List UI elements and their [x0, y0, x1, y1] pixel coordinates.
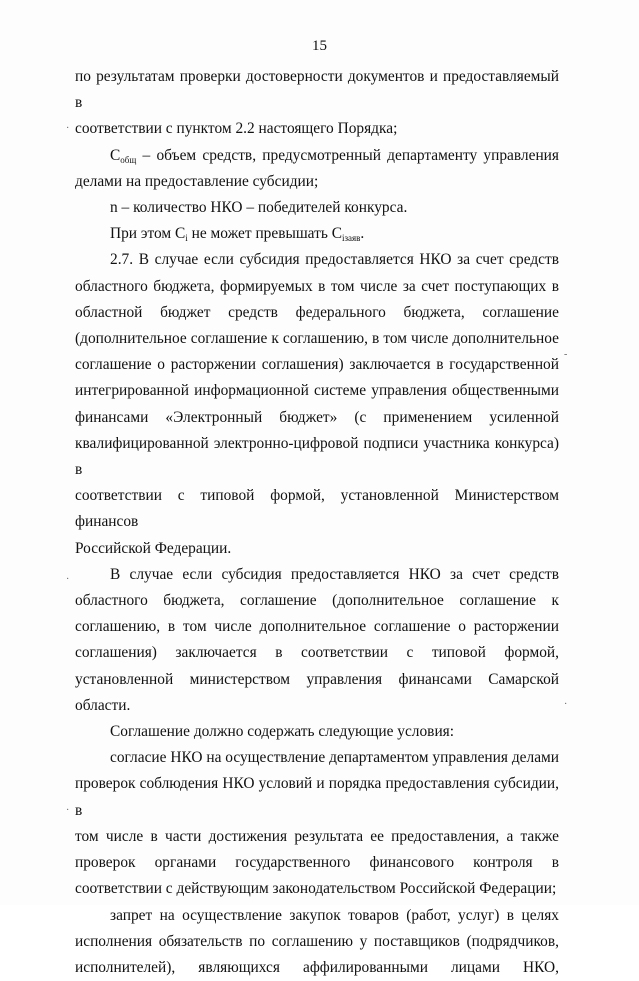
text-line: (дополнительное соглашение к соглашению, в том числе дополнительное — [75, 330, 559, 348]
page-number: 15 — [312, 38, 327, 54]
text-line: проверок органами государственного финансового контроля в — [75, 854, 559, 872]
margin-mark: · — [66, 805, 70, 816]
text-line: соответствии с действующим законодательством Российской Федерации; — [75, 880, 557, 898]
text-fragment: – объем средств, предусмотренный департаменту управления — [136, 146, 559, 164]
formula-subscript: iзаяв — [341, 233, 361, 244]
text-line: соглашения) заключается в соответствии с типовой формой, — [75, 644, 559, 662]
text-line: соответствии с типовой формой, установленной Министерством финансов — [75, 487, 559, 531]
text-line: по результатам проверки достоверности документов и предоставляемый в — [75, 68, 559, 112]
document-body — [75, 64, 559, 981]
text-line: исполнения обязательств по соглашению у поставщиков (подрядчиков, — [75, 932, 559, 950]
text-line: соглашение о расторжении соглашения) заключается в государственной — [75, 356, 559, 374]
text-line: 2.7. В случае если субсидия предоставляется НКО за счет средств — [110, 251, 559, 269]
text-line: В случае если субсидия предоставляется НКО за счет средств — [110, 565, 559, 583]
text-line: n – количество НКО – победителей конкурса. — [110, 199, 408, 217]
text-line: финансами «Электронный бюджет» (с применением усиленной — [75, 408, 559, 426]
margin-mark: · — [564, 699, 568, 710]
margin-mark: · — [66, 574, 70, 585]
formula-symbol: C — [110, 146, 121, 164]
text-line: соответствии с пунктом 2.2 настоящего Порядка; — [75, 120, 398, 138]
text-line: делами на предоставление субсидии; — [75, 172, 319, 190]
text-line: областного бюджета, соглашение (дополнительное соглашение к — [75, 592, 559, 610]
formula-subscript: общ — [120, 154, 137, 165]
text-fragment: . — [360, 225, 365, 243]
text-line: установленной министерством управления финансами Самарской области. — [75, 670, 559, 714]
margin-mark: · — [66, 123, 70, 134]
text-line: Соглашение должно содержать следующие условия: — [110, 723, 455, 741]
text-line: исполнителей), являющихся аффилированными лицами НКО, — [75, 958, 559, 976]
text-fragment: При этом C — [110, 225, 186, 243]
text-line — [75, 143, 559, 169]
text-fragment: не может превышать C — [187, 225, 342, 243]
formula-subscript: i — [185, 233, 188, 244]
text-line — [75, 221, 559, 247]
text-line: запрет на осуществление закупок товаров (работ, услуг) в целях — [110, 906, 559, 924]
text-line: проверок соблюдения НКО условий и порядка предоставления субсидии, в — [75, 775, 559, 819]
text-line: областной бюджет средств федерального бюджета, соглашение — [75, 303, 559, 321]
margin-mark: - — [564, 349, 568, 360]
text-line: Российской Федерации. — [75, 539, 232, 557]
text-line: согласие НКО на осуществление департаментом управления делами — [110, 749, 559, 767]
text-line: соглашению, в том числе дополнительное соглашение о расторжении — [75, 618, 559, 636]
text-line: областного бюджета, формируемых в том числе за счет поступающих в — [75, 277, 559, 295]
text-line: том числе в части достижения результата ее предоставления, а также — [75, 827, 559, 845]
text-line: квалифицированной электронно-цифровой подписи участника конкурса) в — [75, 434, 559, 479]
text-line: интегрированной информационной системе управления общественными — [75, 382, 559, 400]
